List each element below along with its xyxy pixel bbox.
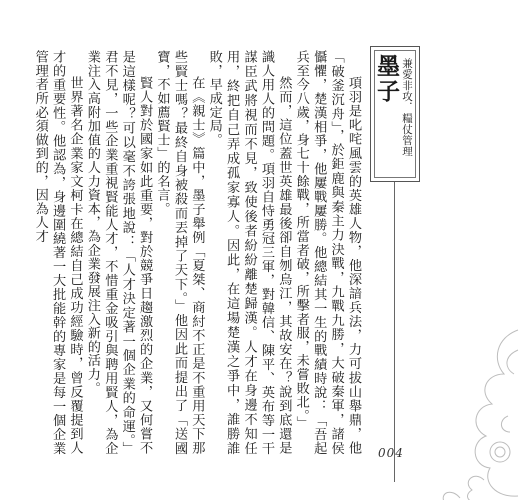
paragraph-3: 在《親士》篇中，墨子舉例「夏桀、商紂不正是不重用天下那些賢士嗎？最終自身被殺而丟掉了天下。」他因此而提出了「送國寶，不如薦賢士」的名言。	[154, 50, 205, 455]
paragraph-5: 世界著名企業家文柯卡在總結自己成功經驗時，曾反覆提到人才的重要性。他認為，身邊圍繞著一大批能幹的專家是每一個企業管理者所必須做到的，因為人才	[32, 50, 83, 455]
body-text	[32, 50, 362, 455]
cloud-ornament-icon	[400, 320, 520, 500]
paragraph-4: 賢人對於國家如此重要，對於競爭日趨激烈的企業，又何嘗不是這樣呢？可以毫不誇張地說：「人才決定著一個企業的命運。」君不見，一些企業重視賢能人才，不惜重金吸引與聘用賢人，為企業注入高附加值的人力資本，為企業發展注入新的活力。	[84, 50, 153, 455]
book-title: 墨子	[373, 54, 400, 104]
book-subtitle: 兼愛非攻．糧仗管理	[401, 58, 413, 157]
page-number: 004	[378, 446, 404, 460]
paragraph-2: 然而，這位蓋世英雄最後卻自刎烏江，其故安在？說到底還是識人用人的問題。項羽自恃勇冠三軍，對韓信、陳平、英布等一干謀臣武將視而不見，致使後者紛紛離楚歸漢。人才在身邊不知任用，終把自己弄成孤家寡人。因此，在這場楚漢之爭中，誰勝誰敗，早成定局。	[206, 50, 292, 455]
paragraph-1: 項羽是叱咤風雲的英雄人物，他深諳兵法，力可拔山舉鼎，他「破釜沉舟」，於鉅鹿與秦主力決戰，九戰九勝，大破秦軍，諸侯懾懼，楚漢相爭，他屢戰屢勝。他總結其一生的戰績時說：「吾起兵至今八歲，身七十餘戰，所當者破，所擊者服，未嘗敗北。」	[293, 50, 361, 455]
margin-rule	[394, 182, 395, 482]
